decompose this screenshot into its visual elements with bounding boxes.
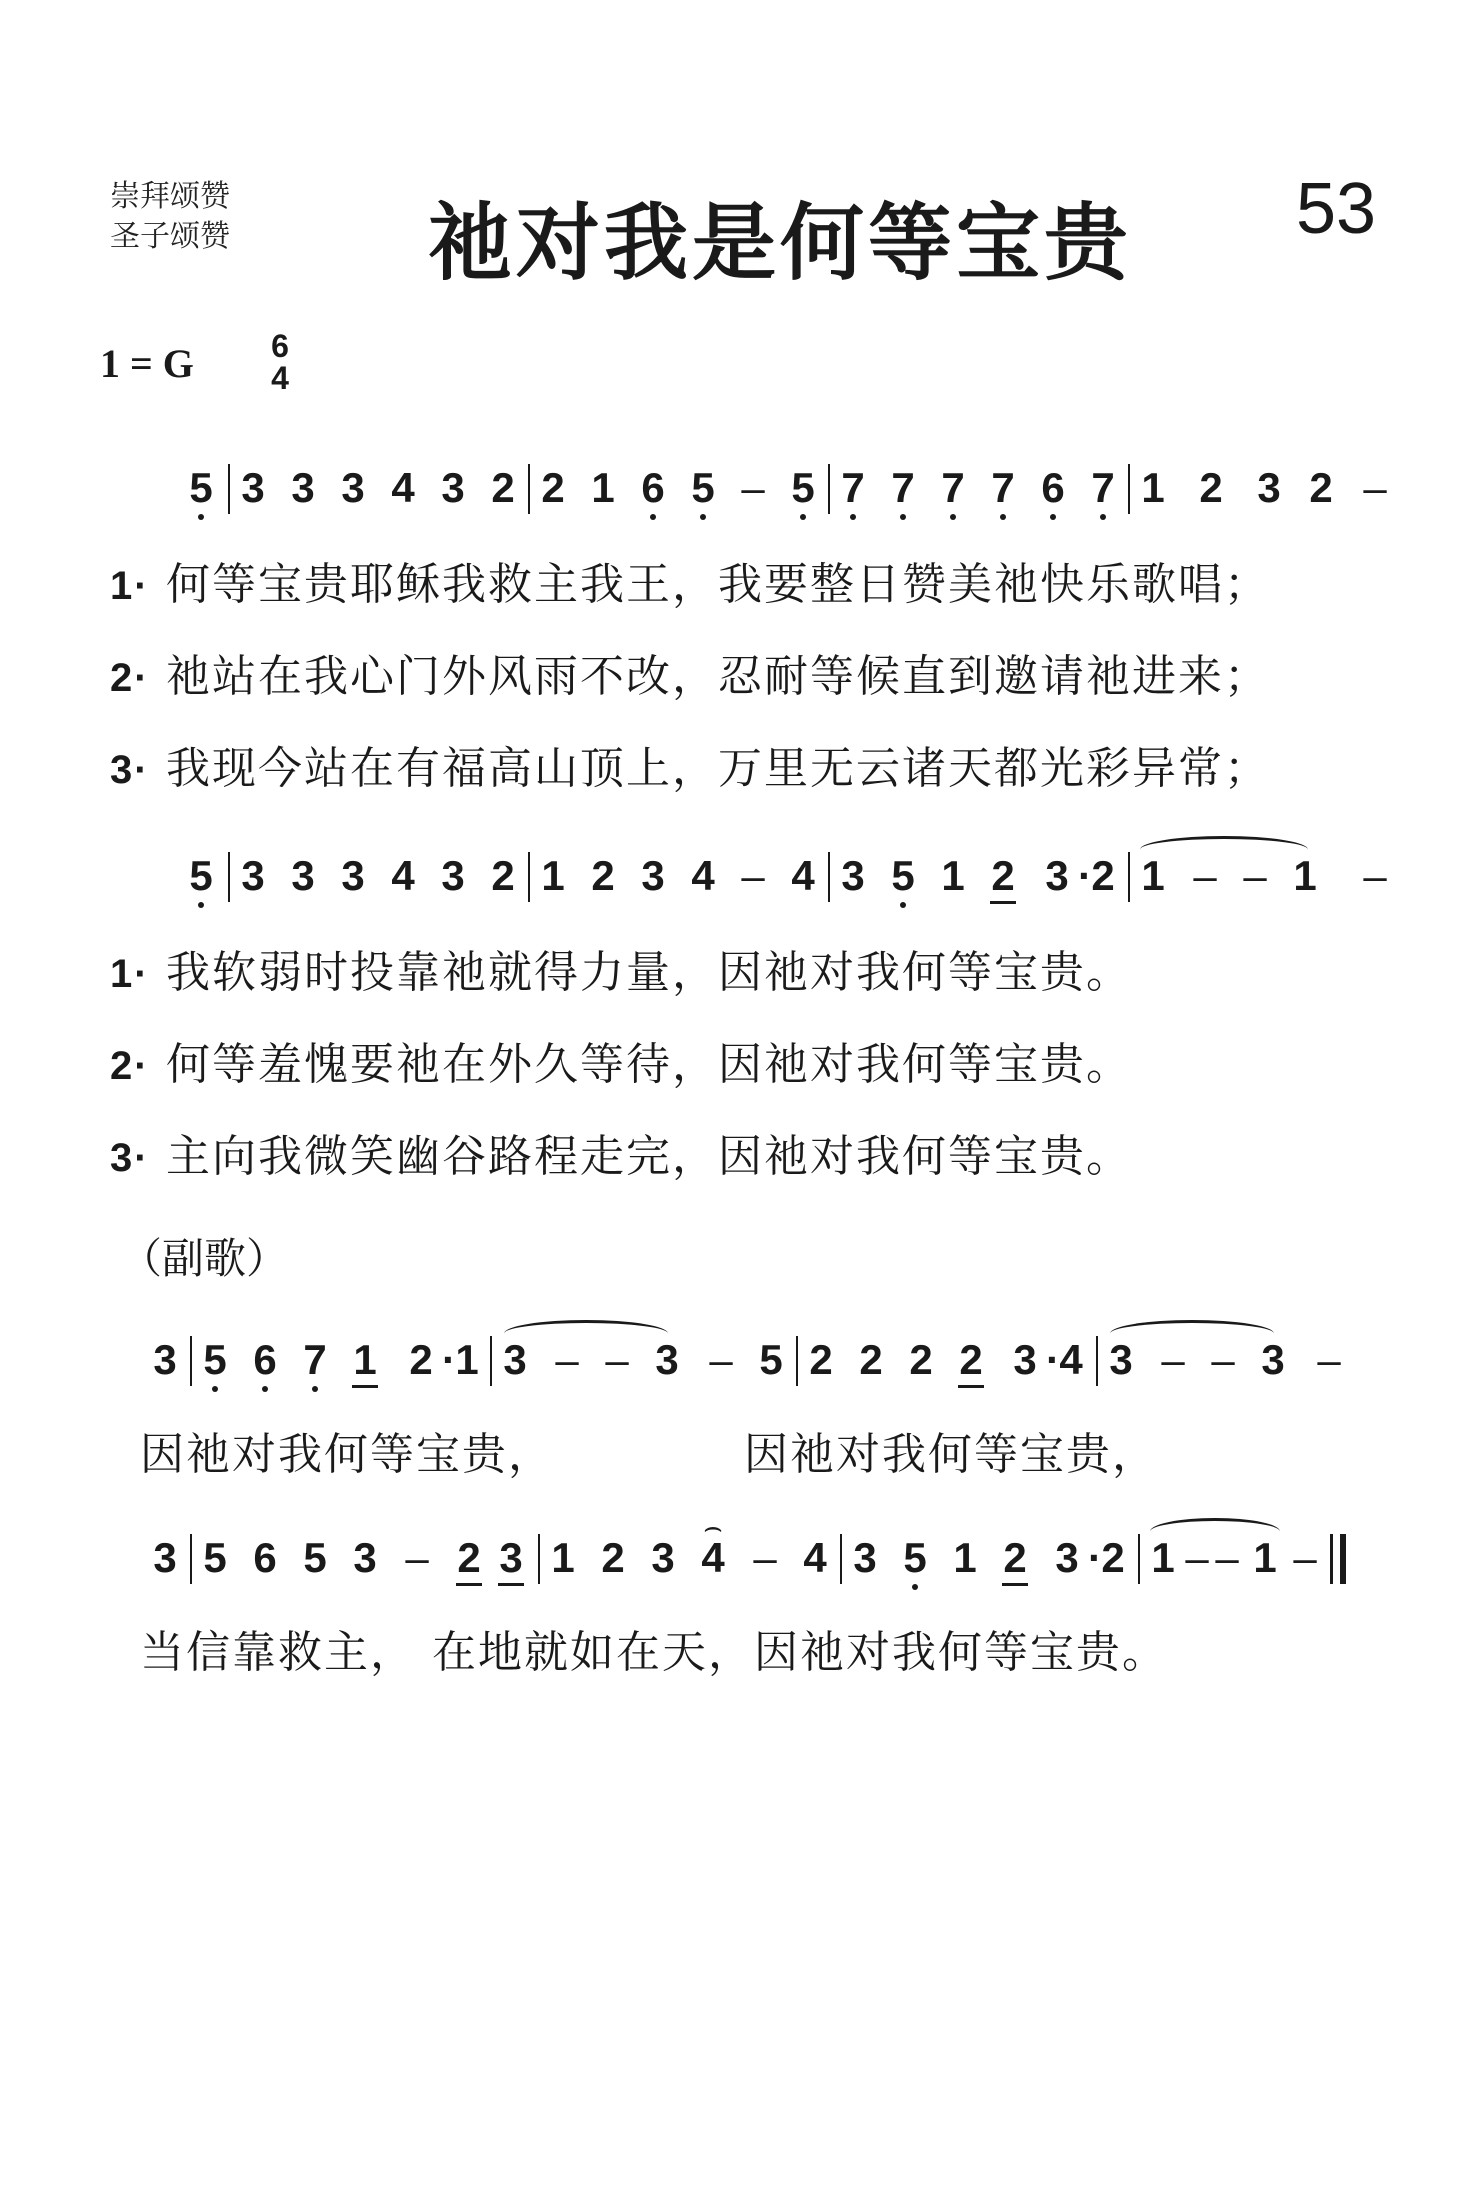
barline (538, 1534, 540, 1584)
hymn-number: 53 (1296, 169, 1377, 249)
note: 3 (341, 852, 365, 899)
note: 2 (950, 1330, 992, 1390)
chorus-lyric-line-1a: 因祂对我何等宝贵， (140, 1429, 554, 1480)
note: 3 · (1036, 846, 1078, 906)
note: 4 (803, 1534, 827, 1581)
note: 5 (180, 458, 222, 518)
note: 3 (655, 1336, 679, 1383)
note: 3 (1257, 464, 1281, 511)
note: 4 (391, 464, 415, 511)
note: 3 · (1046, 1528, 1088, 1588)
verse-1-line-2 (110, 936, 1132, 1000)
verse-number: 1· (110, 952, 150, 996)
note: 1 (953, 1534, 977, 1581)
note: 2 (982, 846, 1024, 906)
note: 2 (448, 1528, 490, 1588)
final-barline-thin (1330, 1534, 1333, 1584)
note: 6 (253, 1534, 277, 1581)
verse-number: 3· (110, 1136, 150, 1180)
note: 5 (303, 1534, 327, 1581)
dash: – (1215, 1534, 1239, 1581)
note: 5 (203, 1534, 227, 1581)
barline (228, 464, 230, 514)
final-barline-thick (1340, 1534, 1346, 1584)
note: 3 (291, 464, 315, 511)
note: 4 (691, 852, 715, 899)
verse-3-line-1 (110, 732, 1270, 796)
note: 7 (982, 458, 1024, 518)
dash: – (605, 1336, 629, 1383)
chorus-label: （副歌） (120, 1234, 289, 1283)
chorus-lyric-line-2: 当信靠救主， 在地就如在天，因祂对我何等宝贵。 (140, 1627, 1168, 1678)
note: 5 (194, 1330, 236, 1390)
note: 2 (1101, 1534, 1125, 1581)
time-signature (262, 330, 298, 394)
dash: – (1317, 1336, 1341, 1383)
note: 5 (180, 846, 222, 906)
note: 4 (391, 852, 415, 899)
note: 2 (909, 1336, 933, 1383)
note: 2 (1199, 464, 1223, 511)
verse-number: 2· (110, 1044, 150, 1088)
category-label-1: 崇拜颂赞 (110, 179, 230, 214)
note: 3 · (1004, 1330, 1046, 1390)
dash: – (1363, 464, 1387, 511)
verse-number: 1· (110, 564, 150, 608)
note: 5 (682, 458, 724, 518)
note: 3 (341, 464, 365, 511)
note: 1 (1253, 1534, 1277, 1581)
note: 2 (491, 852, 515, 899)
dash: – (1363, 852, 1387, 899)
dash: – (1193, 852, 1217, 899)
time-signature-bottom: 4 (271, 360, 289, 396)
barline (1128, 464, 1130, 514)
note: 1 (941, 852, 965, 899)
dash: – (709, 1336, 733, 1383)
note: 1 (1293, 852, 1317, 899)
verse-number: 2· (110, 656, 150, 700)
verse-1-line-1 (110, 548, 1270, 612)
note: 6 (1032, 458, 1074, 518)
note: 1 (541, 852, 565, 899)
time-signature-top: 6 (271, 328, 289, 364)
note: 2 (541, 464, 565, 511)
note: 1 (551, 1534, 575, 1581)
note: 2 (994, 1528, 1036, 1588)
category-label-2: 圣子颂赞 (110, 219, 230, 254)
note: 3 (641, 852, 665, 899)
lyric-text: 祂站在我心门外风雨不改，忍耐等候直到邀请祂进来； (166, 651, 1270, 702)
chorus-lyric-line-1b: 因祂对我何等宝贵， (744, 1429, 1158, 1480)
barline (228, 852, 230, 902)
note: 2 (601, 1534, 625, 1581)
note: 3 (153, 1534, 177, 1581)
barline (1128, 852, 1130, 902)
note: 7 (932, 458, 974, 518)
note: 1 (344, 1330, 386, 1390)
note: 3 (291, 852, 315, 899)
note: 3 (1261, 1336, 1285, 1383)
dash: – (1185, 1534, 1209, 1581)
note: 2 (591, 852, 615, 899)
note: 1 (591, 464, 615, 511)
note: 5 (882, 846, 924, 906)
note: 7 (832, 458, 874, 518)
note: 3 (503, 1336, 527, 1383)
note: 3 (153, 1336, 177, 1383)
dash: – (555, 1336, 579, 1383)
verse-3-line-2 (110, 1120, 1132, 1184)
note: 7 (882, 458, 924, 518)
key-signature: 1 = G (100, 341, 194, 386)
note: 3 (241, 852, 265, 899)
verse-2-line-2 (110, 1028, 1132, 1092)
dash: – (753, 1534, 777, 1581)
barline (840, 1534, 842, 1584)
barline (490, 1336, 492, 1386)
chorus-notation-line-1 (0, 1330, 1476, 1410)
barline (528, 852, 530, 902)
note: 5 (782, 458, 824, 518)
note: 3 (241, 464, 265, 511)
notation-line-2 (0, 846, 1476, 926)
notation-line-1 (0, 458, 1476, 538)
chorus-notation-line-2 (0, 1528, 1476, 1608)
note: 2 (859, 1336, 883, 1383)
note: 3 (651, 1534, 675, 1581)
note: 3 (441, 464, 465, 511)
barline (1096, 1336, 1098, 1386)
hymn-title: 祂对我是何等宝贵 (428, 194, 1133, 292)
lyric-text: 何等羞愧要祂在外久等待，因祂对我何等宝贵。 (166, 1039, 1132, 1090)
lyric-text: 何等宝贵耶稣我救主我王，我要整日赞美祂快乐歌唱； (166, 559, 1270, 610)
lyric-text: 我软弱时投靠祂就得力量，因祂对我何等宝贵。 (166, 947, 1132, 998)
note: 1 (1141, 464, 1165, 511)
barline (528, 464, 530, 514)
barline (190, 1336, 192, 1386)
note: 3 (490, 1528, 532, 1588)
lyric-text: 主向我微笑幽谷路程走完，因祂对我何等宝贵。 (166, 1131, 1132, 1182)
dash: – (1211, 1336, 1235, 1383)
note: 7 (1082, 458, 1124, 518)
barline (828, 852, 830, 902)
note: 6 (632, 458, 674, 518)
note: 6 (244, 1330, 286, 1390)
dash: – (1243, 852, 1267, 899)
dash: – (741, 464, 765, 511)
note: 7 (294, 1330, 336, 1390)
verse-number: 3· (110, 748, 150, 792)
note: 2 (491, 464, 515, 511)
barline (190, 1534, 192, 1584)
note: 3 (853, 1534, 877, 1581)
note: 1 (1151, 1534, 1175, 1581)
note: ⌢ 4 (692, 1528, 734, 1588)
dash: – (405, 1534, 429, 1581)
note: 4 (791, 852, 815, 899)
note: 3 (1109, 1336, 1133, 1383)
note: 1 (1141, 852, 1165, 899)
note: 2 (809, 1336, 833, 1383)
dash: – (1161, 1336, 1185, 1383)
note: 3 (441, 852, 465, 899)
note: 5 (759, 1336, 783, 1383)
dash: – (741, 852, 765, 899)
barline (1138, 1534, 1140, 1584)
note: 1 (455, 1336, 479, 1383)
barline (828, 464, 830, 514)
note: 5 (894, 1528, 936, 1588)
note: 4 (1059, 1336, 1083, 1383)
note: 2 (1091, 852, 1115, 899)
dash: – (1293, 1534, 1317, 1581)
verse-2-line-1 (110, 640, 1270, 704)
note: 2 (1309, 464, 1333, 511)
note: 2 · (400, 1330, 442, 1390)
note: 3 (353, 1534, 377, 1581)
lyric-text: 我现今站在有福高山顶上，万里无云诸天都光彩异常； (166, 743, 1270, 794)
note: 3 (841, 852, 865, 899)
barline (796, 1336, 798, 1386)
